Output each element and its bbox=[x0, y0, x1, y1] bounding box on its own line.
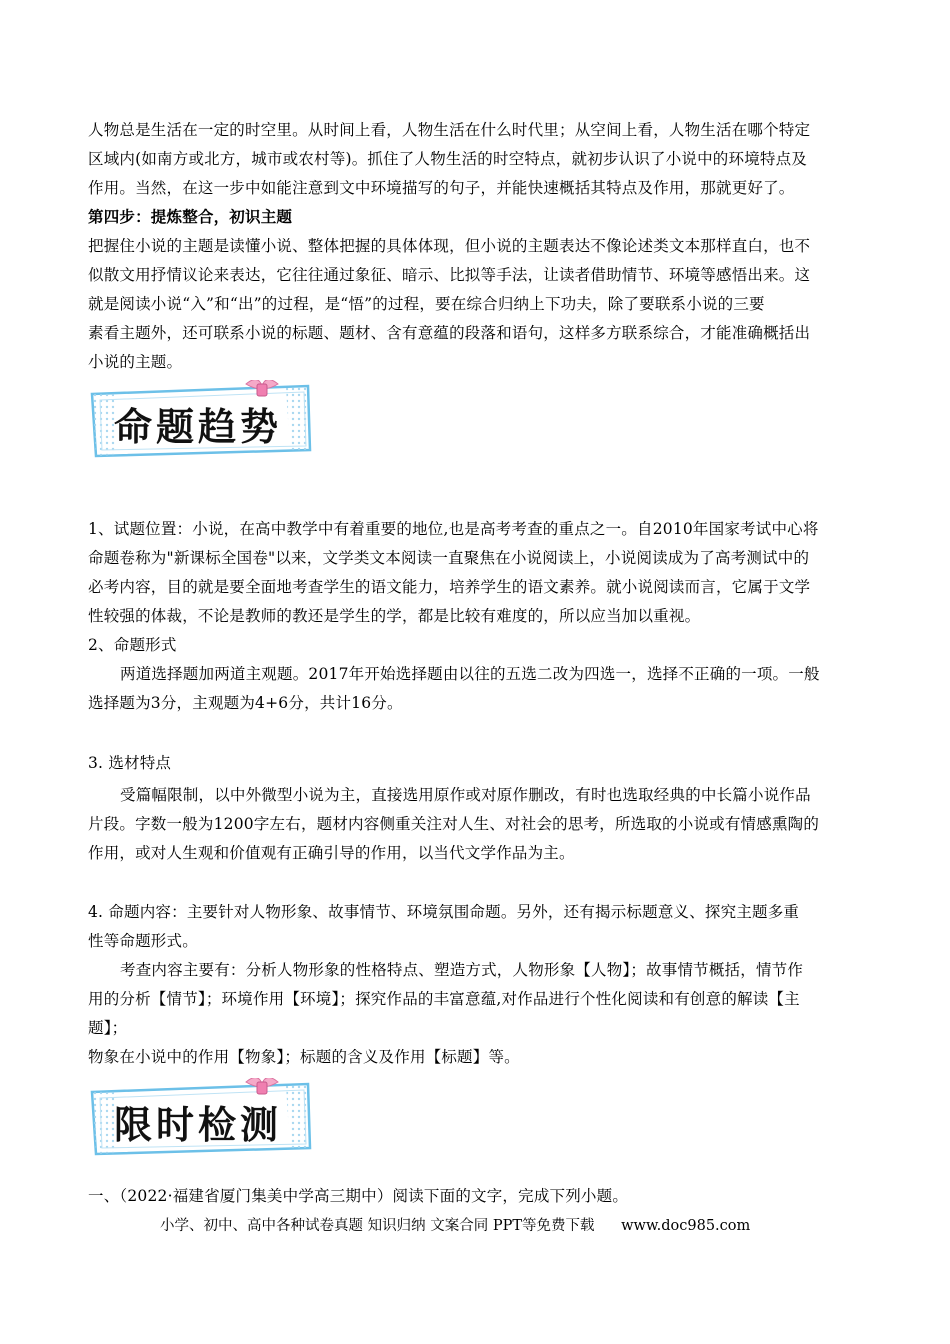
trend-item1-line: 必考内容，目的就是要全面地考查学生的语文能力，培养学生的语文素养。就小说阅读而言，它属于文学 bbox=[88, 578, 811, 596]
trend-item3-line: 作用，或对人生观和价值观有正确引导的作用，以当代文学作品为主。 bbox=[88, 844, 575, 862]
intro-line: 人物总是生活在一定的时空里。从时间上看，人物生活在什么时代里；从空间上看，人物生活在哪个特定 bbox=[88, 121, 811, 139]
page-footer bbox=[160, 1214, 750, 1235]
trend-item3-line: 片段。字数一般为1200字左右，题材内容侧重关注对人生、对社会的思考，所选取的小说或有情感熏陶的 bbox=[88, 815, 820, 833]
trend-item3-heading: 3. 选材特点 bbox=[88, 754, 172, 772]
trend-item2-line: 选择题为3分，主观题为4+6分，共计16分。 bbox=[88, 694, 403, 712]
step4-heading: 第四步：提炼整合，初识主题 bbox=[88, 207, 293, 226]
intro-line: 作用。当然，在这一步中如能注意到文中环境描写的句子，并能快速概括其特点及作用，那就更好了。 bbox=[88, 179, 795, 197]
trend-item4-detail: 用的分析【情节】；环境作用【环境】；探究作品的丰富意蕴,对作品进行个性化阅读和有创意的解读【主 bbox=[88, 990, 800, 1008]
step4-line: 似散文用抒情议论来表达，它往往通过象征、暗示、比拟等手法，让读者借助情节、环境等感悟出来。这 bbox=[88, 266, 811, 284]
step4-line: 把握住小说的主题是读懂小说、整体把握的具体体现，但小说的主题表达不像论述类文本那样直白，也不 bbox=[88, 237, 811, 255]
step4-line: 就是阅读小说“入”和“出”的过程，是“悟”的过程，要在综合归纳上下功夫，除了要联系小说的三要 bbox=[88, 295, 765, 313]
section-banner-trend bbox=[86, 380, 318, 460]
trend-item2-heading: 2、命题形式 bbox=[88, 636, 177, 654]
test-intro: 一、（2022·福建省厦门集美中学高三期中）阅读下面的文字，完成下列小题。 bbox=[88, 1187, 629, 1205]
banner-title: 命题趋势 bbox=[114, 405, 283, 449]
intro-line: 区域内(如南方或北方，城市或农村等)。抓住了人物生活的时空特点，就初步认识了小说中的环境特点及 bbox=[88, 150, 807, 168]
step4-line: 素看主题外，还可联系小说的标题、题材、含有意蕴的段落和语句，这样多方联系综合，才能准确概括出 bbox=[88, 324, 811, 342]
trend-item3-line: 受篇幅限制，以中外微型小说为主，直接选用原作或对原作删改，有时也选取经典的中长篇小说作品 bbox=[120, 786, 811, 804]
step4-line: 小说的主题。 bbox=[88, 353, 183, 371]
section-banner-test bbox=[86, 1078, 318, 1158]
trend-item4-line: 4. 命题内容：主要针对人物形象、故事情节、环境氛围命题。另外，还有揭示标题意义、探究主题多重 bbox=[88, 903, 800, 921]
trend-item4-detail: 题】； bbox=[88, 1019, 128, 1037]
footer-text: 小学、初中、高中各种试卷真题 知识归纳 文案合同 PPT等免费下载 bbox=[160, 1218, 595, 1234]
trend-item4-detail: 考查内容主要有：分析人物形象的性格特点、塑造方式，人物形象【人物】；故事情节概括，情节作 bbox=[120, 961, 804, 979]
trend-item4-detail: 物象在小说中的作用【物象】；标题的含义及作用【标题】等。 bbox=[88, 1048, 520, 1066]
footer-url[interactable]: www.doc985.com bbox=[621, 1218, 751, 1234]
trend-item1-line: 命题卷称为"新课标全国卷"以来，文学类文本阅读一直聚焦在小说阅读上，小说阅读成为了高考测试中的 bbox=[88, 549, 810, 567]
trend-item4-line: 性等命题形式。 bbox=[88, 932, 198, 950]
trend-item1-line: 性较强的体裁，不论是教师的教还是学生的学，都是比较有难度的，所以应当加以重视。 bbox=[88, 607, 701, 625]
trend-item1-line: 1、试题位置：小说，在高中教学中有着重要的地位,也是高考考查的重点之一。自2010年国家考试中心将 bbox=[88, 520, 819, 538]
trend-item2-line: 两道选择题加两道主观题。2017年开始选择题由以往的五选二改为四选一，选择不正确的一项。一般 bbox=[120, 665, 820, 683]
banner-title: 限时检测 bbox=[114, 1103, 283, 1147]
